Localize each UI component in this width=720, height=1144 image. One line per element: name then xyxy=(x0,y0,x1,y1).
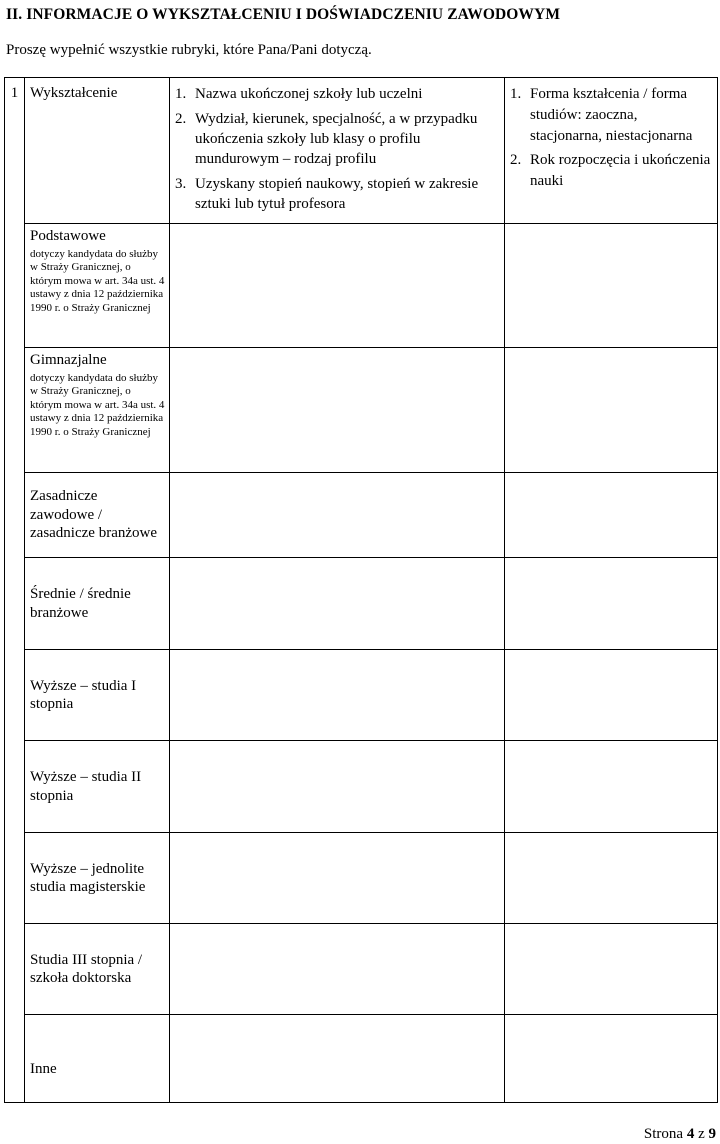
study-form-field[interactable] xyxy=(505,348,718,473)
school-name-field[interactable] xyxy=(170,741,505,833)
row-label: Inne xyxy=(25,1015,170,1103)
row-note: dotyczy kandydata do służby w Straży Granicznej, o którym mowa w art. 34a ust. 4 ustawy z dnia 12 października 1990 r. o Straży Granicznej xyxy=(30,248,165,314)
current-page-number: 4 xyxy=(686,1126,695,1142)
header-label: Wykształcenie xyxy=(25,78,170,224)
study-form-field[interactable] xyxy=(505,558,718,650)
header-right-item: 1. Forma kształcenia / forma studiów: zaoczna, stacjonarna, niestacjonarna xyxy=(510,86,693,144)
school-name-field[interactable] xyxy=(170,924,505,1015)
school-name-field[interactable] xyxy=(170,558,505,650)
header-middle-item: 1. Nazwa ukończonej szkoły lub uczelni xyxy=(175,86,423,102)
row-number: 1 xyxy=(5,78,25,1103)
study-form-field[interactable] xyxy=(505,924,718,1015)
row-label: Studia III stopnia / szkoła doktorska xyxy=(25,924,170,1015)
study-form-field[interactable] xyxy=(505,1015,718,1103)
footer-prefix: Strona xyxy=(643,1126,684,1142)
row-label: Podstawowe dotyczy kandydata do służby w Straży Granicznej, o którym mowa w art. 34a ust. 4 ustawy z dnia 12 października 1990 r. o Straży Granicznej xyxy=(25,224,170,348)
footer-separator: z xyxy=(698,1126,705,1142)
header-right-item: 2. Rok rozpoczęcia i ukończenia nauki xyxy=(510,152,711,189)
table-row xyxy=(5,348,718,473)
table-row xyxy=(5,924,718,1015)
row-label: Gimnazjalne dotyczy kandydata do służby w Straży Granicznej, o którym mowa w art. 34a ust. 4 ustawy z dnia 12 października 1990 r. o Straży Granicznej xyxy=(25,348,170,473)
table-row xyxy=(5,1015,718,1103)
table-row xyxy=(5,558,718,650)
table-row xyxy=(5,650,718,741)
study-form-field[interactable] xyxy=(505,473,718,558)
row-label: Wyższe – studia II stopnia xyxy=(25,741,170,833)
school-name-field[interactable] xyxy=(170,224,505,348)
school-name-field[interactable] xyxy=(170,1015,505,1103)
header-right-column xyxy=(505,78,718,224)
instruction-text: Proszę wypełnić wszystkie rubryki, które Pana/Pani dotyczą. xyxy=(6,42,372,58)
row-label: Wyższe – studia I stopnia xyxy=(25,650,170,741)
header-row xyxy=(5,78,718,224)
row-note: dotyczy kandydata do służby w Straży Granicznej, o którym mowa w art. 34a ust. 4 ustawy z dnia 12 października 1990 r. o Straży Granicznej xyxy=(30,372,165,438)
row-label: Średnie / średnie branżowe xyxy=(25,558,170,650)
page-footer xyxy=(644,1126,716,1143)
study-form-field[interactable] xyxy=(505,833,718,924)
total-page-count: 9 xyxy=(708,1126,716,1142)
table-row xyxy=(5,741,718,833)
section-title: II. INFORMACJE O WYKSZTAŁCENIU I DOŚWIADCZENIU ZAWODOWYM xyxy=(6,6,561,23)
school-name-field[interactable] xyxy=(170,650,505,741)
school-name-field[interactable] xyxy=(170,473,505,558)
study-form-field[interactable] xyxy=(505,650,718,741)
table-row xyxy=(5,833,718,924)
table-row xyxy=(5,473,718,558)
row-label: Wyższe – jednolite studia magisterskie xyxy=(25,833,170,924)
header-middle-item: 3. Uzyskany stopień naukowy, stopień w zakresie sztuki lub tytuł profesora xyxy=(175,176,479,212)
table-row xyxy=(5,224,718,348)
header-middle-item: 2. Wydział, kierunek, specjalność, a w przypadku ukończenia szkoły lub klasy o profilu mundurowym – rodzaj profilu xyxy=(175,111,478,167)
study-form-field[interactable] xyxy=(505,741,718,833)
school-name-field[interactable] xyxy=(170,348,505,473)
education-table xyxy=(4,77,718,1103)
header-middle-column xyxy=(170,78,505,224)
study-form-field[interactable] xyxy=(505,224,718,348)
school-name-field[interactable] xyxy=(170,833,505,924)
row-label: Zasadnicze zawodowe / zasadnicze branżowe xyxy=(25,473,170,558)
